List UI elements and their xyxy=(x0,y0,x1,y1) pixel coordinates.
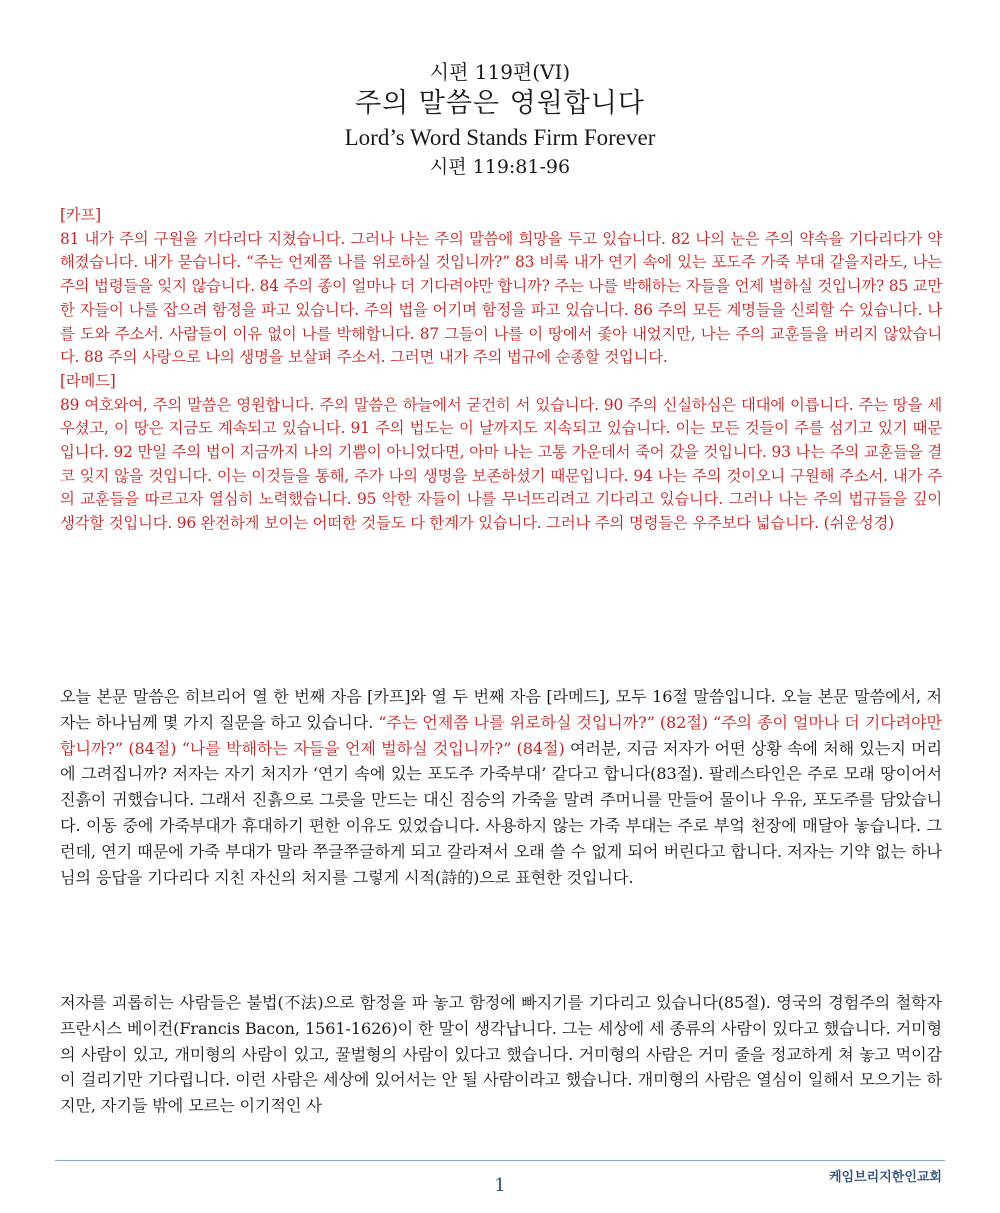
church-name: 케임브리지한인교회 xyxy=(828,1170,942,1185)
quoted-questions: “주는 언제쯤 나를 위로하실 것입니까?” (82절) “주의 종이 얼마나 더 기다려야만 합니까?” (84절) “나를 박해하는 자들을 언제 벌하실 것입니까?” (84절) xyxy=(60,712,943,758)
scripture-text-kaph: 81 내가 주의 구원을 기다리다 지쳤습니다. 그러나 나는 주의 말씀에 희망을 두고 있습니다. 82 나의 눈은 주의 약속을 기다리다가 약해졌습니다. 내가 묻습니다. “주는 언제쯤 나를 위로하실 것입니까?” 83 비록 내가 연기 속에 있는 포도주 가죽 부대 같을지라도, 나는 주의 법령들을 잊지 않습니다. 84 주의 종이 얼마나 더 기다려야만 합니까? 주는 나를 박해하는 자들을 언제 벌하실 것입니까? 85 교만한 자들이 나를 잡으려 함정을 파고 있습니다. 주의 법을 어기며 함정을 파고 있습니다. 86 주의 모든 계명들을 신뢰할 수 있습니다. 나를 도와 주소서. 사람들이 이유 없이 나를 박해합니다. 87 그들이 나를 이 땅에서 좇아 내었지만, 나는 주의 교훈들을 버리지 않았습니다. 88 주의 사랑으로 나의 생명을 보살펴 주소서. 그러면 내가 주의 법규에 순종할 것입니다. xyxy=(60,229,942,367)
scripture-passage xyxy=(60,204,942,536)
scripture-text-lamedh: 89 여호와여, 주의 말씀은 영원합니다. 주의 말씀은 하늘에서 굳건히 서 있습니다. 90 주의 신실하심은 대대에 이릅니다. 주는 땅을 세우셨고, 이 땅은 지금도 계속되고 있습니다. 91 주의 법도는 이 날까지도 지속되고 있습니다. 이는 모든 것들이 주를 섬기고 있기 때문입니다. 92 만일 주의 법이 지금까지 나의 기쁨이 아니었다면, 아마 나는 고통 가운데서 죽어 갔을 것입니다. 93 나는 주의 교훈들을 결코 잊지 않을 것입니다. 이는 이것들을 통해, 주가 나의 생명을 보존하셨기 때문입니다. 94 나는 주의 것이오니 구원해 주소서. 내가 주의 교훈들을 따르고자 열심히 노력했습니다. 95 악한 자들이 나를 무너뜨리려고 기다리고 있습니다. 그러나 나는 주의 법규들을 깊이 생각할 것입니다. 96 완전하게 보이는 어떠한 것들도 다 한계가 있습니다. 그러나 주의 명령들은 우주보다 넓습니다. (쉬운성경) xyxy=(60,395,942,533)
body-paragraph-2 xyxy=(60,990,942,1119)
series-title: 시편 119편(VI) xyxy=(429,60,571,84)
scripture-reference: 시편 119:81-96 xyxy=(429,156,571,178)
body-paragraph-1 xyxy=(60,684,942,890)
english-title: Lord’s Word Stands Firm Forever xyxy=(344,125,656,150)
paragraph-text xyxy=(60,684,942,890)
footer-divider xyxy=(55,1160,945,1161)
sermon-title: 주의 말씀은 영원합니다 xyxy=(355,88,645,119)
paragraph-text: 저자를 괴롭히는 사람들은 불법(不法)으로 함정을 파 놓고 함정에 빠지기를 기다리고 있습니다(85절). 영국의 경험주의 철학자 프란시스 베이컨(Francis Bacon, 1561-1626)이 한 말이 생각납니다. 그는 세상에 세 종류의 사람이 있다고 했습니다. 거미형의 사람이 있고, 개미형의 사람이 있고, 꿀벌형의 사람이 있다고 했습니다. 거미형의 사람은 거미 줄을 정교하게 쳐 놓고 먹이감이 걸리기만 기다립니다. 이런 사람은 세상에 있어서는 안 될 사람이라고 했습니다. 개미형의 사람은 열심이 일해서 모으기는 하지만, 자기들 밖에 모르는 이기적인 사 xyxy=(60,993,942,1116)
section-label-lamedh: [라메드] xyxy=(60,371,116,390)
paragraph-continuation: 여러분, 지금 저자가 어떤 상황 속에 처해 있는지 머리에 그려집니까? 저자는 자기 처지가 ‘연기 속에 있는 포도주 가죽부대’ 같다고 합니다(83절). 팔레스타인은 주로 모래 땅이어서 진흙이 귀했습니다. 그래서 진흙으로 그릇을 만드는 대신 짐승의 가죽을 말려 주머니를 만들어 물이나 우유, 포도주를 담았습니다. 이동 중에 가죽부대가 휴대하기 편한 이유도 있었습니다. 사용하지 않는 가죽 부대는 주로 부엌 천장에 매달아 놓습니다. 그런데, 연기 때문에 가죽 부대가 말라 쭈글쭈글하게 되고 갈라져서 오래 쓸 수 없게 되어 버린다고 합니다. 저자는 기약 없는 하나님의 응답을 기다리다 지친 자신의 처지를 그렇게 시적(詩的)으로 표현한 것입니다. xyxy=(60,738,942,887)
page-header xyxy=(0,58,1000,180)
paragraph-intro: 오늘 본문 말씀은 히브리어 열 한 번째 자음 [카프]와 열 두 번째 자음 [라메드], 모두 16절 말씀입니다. 오늘 본문 말씀에서, 저자는 하나님께 몇 가지 질문을 하고 있습니다. xyxy=(60,687,942,732)
page-number: 1 xyxy=(494,1175,506,1196)
section-label-kaph: [카프] xyxy=(60,206,101,224)
